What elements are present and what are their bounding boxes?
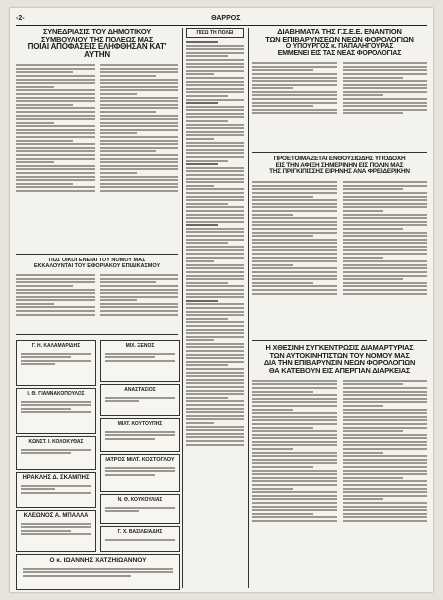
article-left-mid [16, 258, 178, 330]
article-right-top [252, 28, 427, 148]
ad-box [16, 554, 180, 590]
ad-title: Ν. Θ. ΚΟΥΚΟΥΛΙΑΣ [117, 497, 163, 503]
ad-box [16, 388, 96, 434]
separator [16, 254, 178, 255]
paper-name: ΘΑΡΡΟΣ [211, 14, 241, 22]
ad-title: Ι. Θ. ΓΙΑΝΝΑΚΟΠΟΥΛΟΣ [27, 391, 85, 397]
article-right-bottom [252, 344, 427, 588]
body-text-col1 [252, 180, 337, 297]
page-number: -2- [16, 14, 25, 22]
ad-title: ΙΑΤΡΟΣ ΜΙΛΤ. ΚΟΣΤΟΓΛΟΥ [105, 457, 175, 463]
ad-box [16, 340, 96, 386]
body-text-col1 [252, 378, 337, 523]
body-text-col2 [100, 273, 179, 318]
headline: ΠΙΣΩ ΤΗ ΠΟΛΕΙ [186, 28, 244, 38]
ad-title: Ο κ. ΙΩΑΝΝΗΣ ΧΑΤΖΗΙΩΑΝΝΟΥ [49, 557, 147, 564]
body-text-col1 [252, 61, 337, 117]
ad-title: Γ. Χ. ΒΑΣΙΛΕΙΑΔΗΣ [117, 529, 163, 535]
ad-box [100, 454, 180, 492]
body-text [186, 41, 244, 446]
ad-title: Γ. Η. ΚΑΛΑΜΑΡΙΔΗΣ [31, 343, 81, 349]
ad-box [100, 418, 180, 452]
column-separator [248, 28, 249, 588]
ad-title: ΑΝΑΣΤΑΣΙΟΣ [124, 387, 156, 393]
ad-box [16, 510, 96, 552]
body-text-col1 [16, 273, 95, 318]
ad-box [100, 526, 180, 552]
ad-box [100, 340, 180, 382]
newspaper-page [10, 8, 433, 592]
column-separator [182, 28, 183, 588]
article-right-mid [252, 156, 427, 336]
body-text-col2 [100, 63, 179, 194]
headline: ΣΥΝΕΔΡΙΑΣΙΣ ΤΟΥ ΔΗΜΟΤΙΚΟΥ ΣΥΜΒΟΥΛΙΟΥ ΤΗΣ ΠΟΛΕΩΣ ΜΑΣ ΠΟΙΑΙ ΑΠΟΦΑΣΕΙΣ ΕΛΗΦΘΗΣΑΝ ΚΑΤ' ΑΥΤΗΝ [27, 28, 167, 60]
headline: ΔΙΑΒΗΜΑΤΑ ΤΗΣ Γ.Σ.Ε.Ε. ΕΝΑΝΤΙΟΝ ΤΩΝ ΕΠΙΒΑΡΥΝΣΕΩΝ ΝΕΩΝ ΦΟΡΟΛΟΓΙΩΝ Ο ΥΠΟΥΡΓΟΣ κ. ΠΑΠΑΛΗΓΟΥΡΑΣ ΕΜΜΕΝΕΙ ΕΙΣ ΤΑΣ ΝΕΑΣ ΦΟΡΟΛΟΓΙΑΣ [265, 28, 414, 58]
separator [16, 334, 178, 335]
ad-box [16, 436, 96, 470]
masthead [16, 12, 427, 24]
headline: Η ΧΘΕΣΙΝΗ ΣΥΓΚΕΝΤΡΩΣΙΣ ΔΙΑΜΑΡΤΥΡΙΑΣ ΤΩΝ ΑΥΤΟΚΙΝΗΤΙΣΤΩΝ ΤΟΥ ΝΟΜΟΥ ΜΑΣ ΔΙΑ ΤΗΝ ΕΠΙΒΑΡΥΝΣΙΝ ΝΕΩΝ ΦΟΡΟΛΟΓΙΩΝ ΘΑ ΚΑΤΕΒΟΥΝ ΕΙΣ ΑΠΕΡΓΙΑΝ ΔΙΑΡΚΕΙΑΣ [263, 344, 416, 375]
headline: ΠΡΟΕΤΟΙΜΑΖΕΤΑΙ ΕΝΘΟΥΣΙΩΔΗΣ ΥΠΟΔΟΧΗ ΕΙΣ ΤΗΝ ΑΦΙΞΗ ΣΗΜΕΡΙΝΗΝ ΕΙΣ ΠΟΛΙΝ ΜΑΣ ΤΗΣ ΠΡΙΓΚΙΠΙΣΣΗΣ ΕΙΡΗΝΗΣ ΑΝΑ ΦΡΕΙΔΕΡΙΚΗΝ [269, 156, 410, 176]
masthead-rule [16, 25, 427, 26]
ad-box [100, 494, 180, 524]
ad-box [16, 472, 96, 508]
ad-title: ΗΡΑΚΛΗΣ Δ. ΣΚΑΜΠΗΣ [22, 475, 90, 481]
body-text-col2 [343, 180, 428, 297]
ad-title: ΜΙΧ. ΞΕΝΟΣ [125, 343, 155, 349]
body-text-col1 [16, 63, 95, 194]
ad-title: ΚΛΕΩΝΟΣ Α. ΜΠΑΛΛΑ [23, 513, 89, 519]
ad-title: ΜΙΛΤ. ΚΟΥΤΟΥΠΗΣ [117, 421, 163, 427]
headline: ΠΩΣ ΟΙΚΟΓΕΝΕΙΑΙ ΤΟΥ ΝΟΜΟΥ ΜΑΣ ΕΚΚΑΛΟΥΝΤΑΙ ΤΟΥ ΕΦΟΡΙΑΚΟΥ ΕΠΙΔΙΚΑΣΜΟΥ [33, 258, 161, 269]
body-text-col2 [343, 61, 428, 117]
article-left-top [16, 28, 178, 252]
article-center-column [186, 28, 244, 588]
ad-title: ΚΩΝΣΤ. Ι. ΚΟΛΟΚΥΘΑΣ [28, 439, 84, 445]
separator [252, 152, 427, 153]
ad-box [100, 384, 180, 416]
separator [252, 340, 427, 341]
body-text-col2 [343, 378, 428, 523]
